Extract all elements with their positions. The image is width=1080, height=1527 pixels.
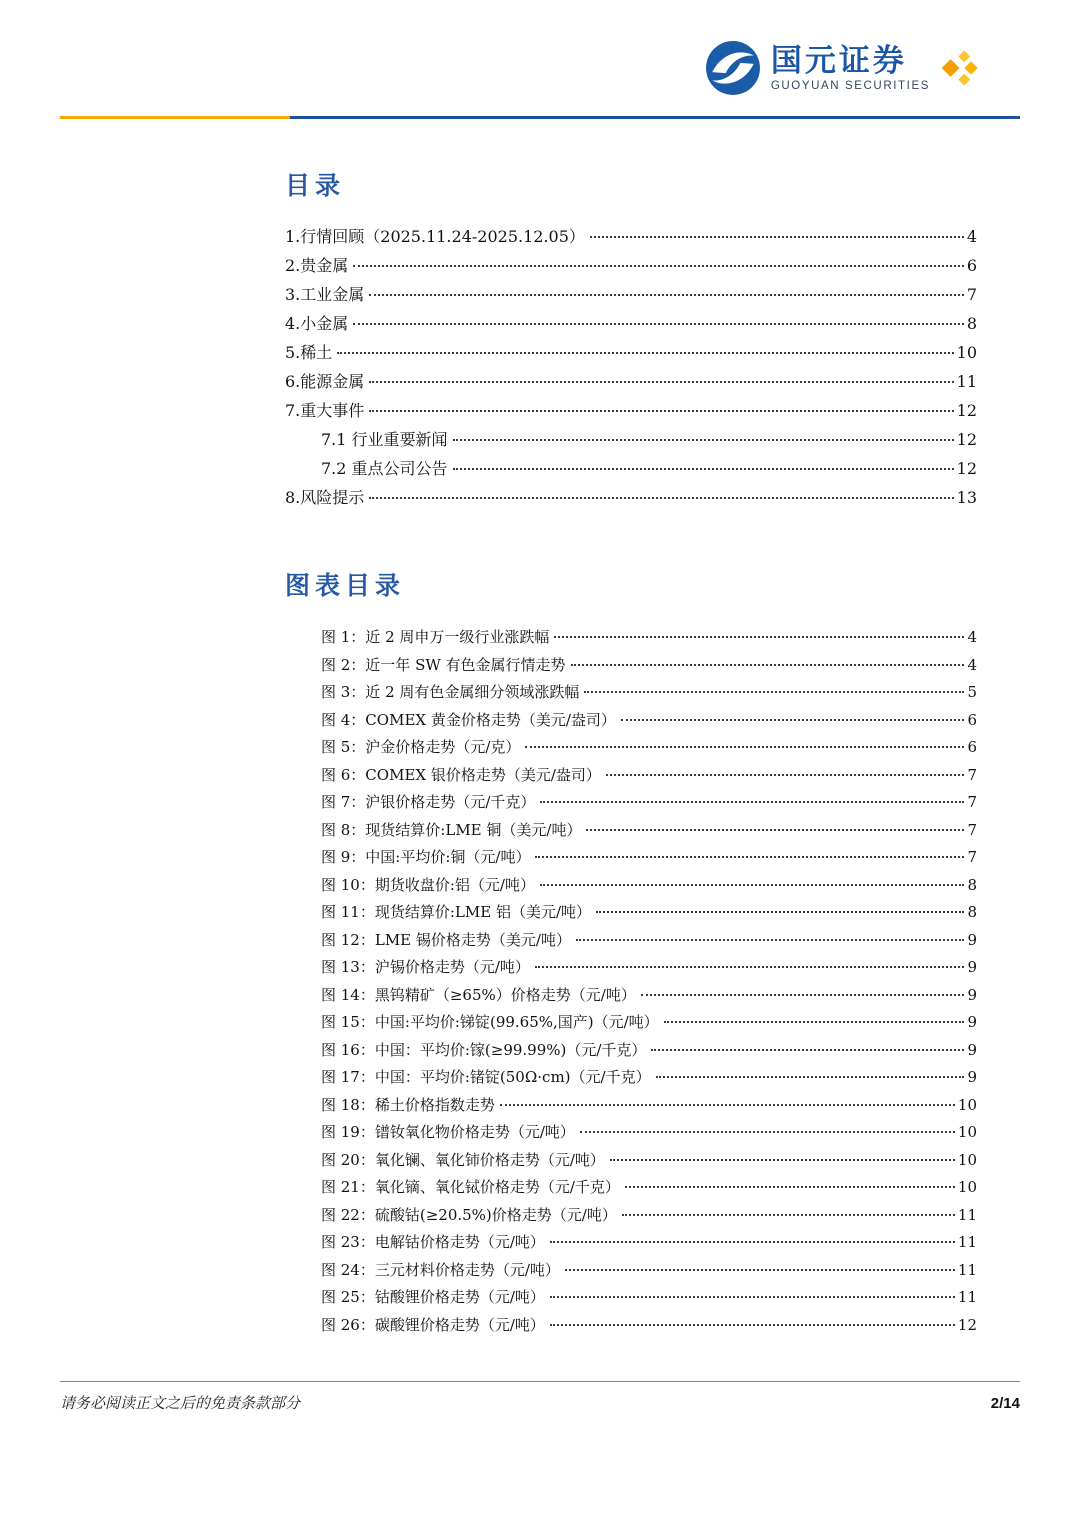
figure-entry[interactable] xyxy=(285,762,977,790)
toc-entry-label: 5.稀土 xyxy=(285,343,333,362)
figure-entry[interactable] xyxy=(285,1037,977,1065)
figure-entry[interactable] xyxy=(285,1064,977,1092)
toc-entry-page: 6 xyxy=(966,256,977,275)
figure-entry[interactable] xyxy=(285,844,977,872)
figure-entry-label: 图 23：电解钴价格走势（元/吨） xyxy=(321,1233,545,1251)
toc-dot-leader xyxy=(590,236,964,238)
figure-entry[interactable] xyxy=(285,1257,977,1285)
figure-dot-leader xyxy=(500,1104,955,1106)
toc-entry[interactable] xyxy=(285,367,977,396)
figure-entry-page: 7 xyxy=(967,793,977,811)
figure-entry-page: 9 xyxy=(967,1068,977,1086)
figure-entry[interactable] xyxy=(285,1202,977,1230)
figure-entry-page: 7 xyxy=(967,765,977,784)
figure-dot-leader xyxy=(622,1214,955,1216)
figure-dot-leader xyxy=(571,664,965,666)
toc-entry-label: 7.2 重点公司公告 xyxy=(321,459,448,478)
toc-entry-label: 4.小金属 xyxy=(285,314,349,333)
figure-dot-leader xyxy=(586,829,964,831)
figure-entry-label: 图 18：稀土价格指数走势 xyxy=(321,1095,495,1114)
figure-entry-label: 图 17：中国：平均价:锗锭(50Ω·cm)（元/千克） xyxy=(321,1068,651,1086)
figure-entry[interactable] xyxy=(285,707,977,735)
figure-entry[interactable] xyxy=(285,872,977,900)
toc-entry-label: 1.行情回顾（2025.11.24-2025.12.05） xyxy=(285,227,585,246)
toc-entry-page: 12 xyxy=(956,430,977,449)
toc-entry[interactable] xyxy=(285,454,977,483)
figure-entry-label: 图 19：镨钕氧化物价格走势（元/吨） xyxy=(321,1123,575,1141)
header-divider-orange-segment xyxy=(60,116,290,119)
figure-entry-page: 10 xyxy=(957,1123,977,1141)
toc-dot-leader xyxy=(369,410,953,412)
figure-entry-page: 9 xyxy=(967,958,977,976)
figure-entry-label: 图 14：黑钨精矿（≥65%）价格走势（元/吨） xyxy=(321,985,636,1004)
figure-entry-label: 图 25：钴酸锂价格走势（元/吨） xyxy=(321,1288,545,1306)
toc-entry[interactable] xyxy=(285,222,977,251)
figure-dot-leader xyxy=(606,774,965,776)
figure-entry-page: 9 xyxy=(967,985,977,1004)
figure-dot-leader xyxy=(576,939,965,941)
figure-entry-page: 7 xyxy=(967,848,977,866)
figure-entry-label: 图 15：中国:平均价:锑锭(99.65%,国产)（元/吨） xyxy=(321,1013,659,1031)
toc-dot-leader xyxy=(369,294,964,296)
toc-dot-leader xyxy=(369,497,953,499)
figure-entry[interactable] xyxy=(285,1174,977,1202)
toc-entry[interactable] xyxy=(285,338,977,367)
figure-entry[interactable] xyxy=(285,679,977,707)
figure-dot-leader xyxy=(584,691,964,693)
toc-dot-leader xyxy=(353,323,964,325)
figure-dot-leader xyxy=(525,746,964,748)
figure-dot-leader xyxy=(610,1159,955,1161)
figure-entry[interactable] xyxy=(285,982,977,1010)
figure-entry[interactable] xyxy=(285,789,977,817)
figure-entry-label: 图 26：碳酸锂价格走势（元/吨） xyxy=(321,1315,545,1334)
figure-entry-label: 图 5：沪金价格走势（元/克） xyxy=(321,738,521,756)
figure-entry-label: 图 12：LME 锡价格走势（美元/吨） xyxy=(321,930,571,949)
figure-dot-leader xyxy=(580,1131,955,1133)
footer-page-number: 2/14 xyxy=(990,1395,1020,1412)
figure-entry-label: 图 2：近一年 SW 有色金属行情走势 xyxy=(321,655,566,674)
figure-entry-page: 10 xyxy=(957,1095,977,1114)
toc-entry[interactable] xyxy=(285,425,977,454)
figure-entry-label: 图 20：氧化镧、氧化铈价格走势（元/吨） xyxy=(321,1150,605,1169)
figure-dot-leader xyxy=(535,966,965,968)
figures-list xyxy=(285,624,977,1339)
toc-list xyxy=(285,222,977,512)
figure-dot-leader xyxy=(550,1241,955,1243)
figure-entry-page: 11 xyxy=(957,1288,977,1306)
toc-entry-page: 8 xyxy=(966,314,977,333)
figure-dot-leader xyxy=(540,801,964,803)
figure-dot-leader xyxy=(554,636,964,638)
figure-entry-label: 图 4：COMEX 黄金价格走势（美元/盎司） xyxy=(321,710,616,729)
figure-entry-page: 9 xyxy=(967,930,977,949)
figure-dot-leader xyxy=(550,1324,955,1326)
figure-dot-leader xyxy=(565,1269,955,1271)
figure-entry-page: 10 xyxy=(957,1178,977,1196)
figure-entry-label: 图 1：近 2 周申万一级行业涨跌幅 xyxy=(321,628,550,646)
header-divider-blue-segment xyxy=(290,116,1020,119)
toc-dot-leader xyxy=(353,265,964,267)
toc-entry-page: 12 xyxy=(956,401,977,420)
brand-name-chinese: 国元证券 xyxy=(770,42,907,79)
brand-name-english: GUOYUAN SECURITIES xyxy=(770,80,930,93)
figure-dot-leader xyxy=(625,1186,955,1188)
figure-entry[interactable] xyxy=(285,652,977,680)
toc-entry-label: 7.1 行业重要新闻 xyxy=(321,430,448,449)
toc-entry[interactable] xyxy=(285,280,977,309)
brand-arrow-icon xyxy=(938,47,980,89)
toc-dot-leader xyxy=(453,439,954,441)
figure-entry-page: 5 xyxy=(967,683,977,701)
figure-entry-label: 图 6：COMEX 银价格走势（美元/盎司） xyxy=(321,765,601,784)
toc-entry-label: 2.贵金属 xyxy=(285,256,349,275)
toc-entry-label: 8.风险提示 xyxy=(285,488,365,507)
figure-entry[interactable] xyxy=(285,817,977,845)
figure-entry-label: 图 7：沪银价格走势（元/千克） xyxy=(321,793,536,811)
toc-entry-page: 13 xyxy=(956,488,977,507)
figure-dot-leader xyxy=(664,1021,965,1023)
footer xyxy=(60,1392,1020,1413)
figure-entry-page: 4 xyxy=(967,655,977,674)
figure-entry-label: 图 11：现货结算价:LME 铝（美元/吨） xyxy=(321,903,592,921)
toc-entry[interactable] xyxy=(285,251,977,280)
toc-entry-page: 12 xyxy=(956,459,977,478)
figure-entry-label: 图 13：沪锡价格走势（元/吨） xyxy=(321,958,530,976)
toc-entry[interactable] xyxy=(285,483,977,512)
toc-entry[interactable] xyxy=(285,396,977,425)
figure-entry[interactable] xyxy=(285,624,977,652)
figure-dot-leader xyxy=(550,1296,955,1298)
figure-entry[interactable] xyxy=(285,927,977,955)
toc-dot-leader xyxy=(337,352,953,354)
brand-text xyxy=(771,44,930,92)
figure-dot-leader xyxy=(641,994,965,996)
guoyuan-logo-icon xyxy=(705,40,761,96)
figure-entry-label: 图 16：中国：平均价:镓(≥99.99%)（元/千克） xyxy=(321,1040,647,1059)
footer-divider xyxy=(60,1381,1020,1382)
figure-entry-label: 图 22：硫酸钴(≥20.5%)价格走势（元/吨） xyxy=(321,1205,617,1224)
toc-dot-leader xyxy=(369,381,953,383)
figure-entry[interactable] xyxy=(285,1147,977,1175)
figure-entry[interactable] xyxy=(285,1119,977,1147)
figure-entry[interactable] xyxy=(285,1009,977,1037)
figure-entry-page: 4 xyxy=(967,628,977,646)
figure-dot-leader xyxy=(656,1076,965,1078)
figure-entry-page: 6 xyxy=(967,710,977,729)
figure-entry[interactable] xyxy=(285,899,977,927)
figure-entry-page: 12 xyxy=(957,1315,977,1334)
figure-entry[interactable] xyxy=(285,1229,977,1257)
figure-entry-page: 11 xyxy=(957,1205,977,1224)
header-logo xyxy=(705,40,980,96)
figure-entry-page: 7 xyxy=(967,820,977,839)
figure-dot-leader xyxy=(540,884,964,886)
toc-dot-leader xyxy=(453,468,954,470)
toc-title: 目录 xyxy=(285,171,346,200)
figure-entry-label: 图 21：氧化镝、氧化铽价格走势（元/千克） xyxy=(321,1178,620,1196)
footer-disclaimer: 请务必阅读正文之后的免责条款部分 xyxy=(60,1394,301,1412)
figure-entry-page: 11 xyxy=(957,1233,977,1251)
toc-entry[interactable] xyxy=(285,309,977,338)
figure-dot-leader xyxy=(535,856,964,858)
table-of-contents-section xyxy=(285,166,977,1339)
figure-entry-page: 9 xyxy=(967,1013,977,1031)
figure-dot-leader xyxy=(621,719,965,721)
toc-entry-label: 6.能源金属 xyxy=(285,372,365,391)
header-divider xyxy=(60,116,1020,119)
figure-entry[interactable] xyxy=(285,954,977,982)
toc-entry-label: 7.重大事件 xyxy=(285,401,365,420)
toc-entry-page: 4 xyxy=(966,227,977,246)
figure-entry-label: 图 9：中国:平均价:铜（元/吨） xyxy=(321,848,531,866)
toc-entry-page: 10 xyxy=(956,343,977,362)
figure-entry-page: 8 xyxy=(967,903,977,921)
figure-entry[interactable] xyxy=(285,1092,977,1120)
figure-entry-label: 图 8：现货结算价:LME 铜（美元/吨） xyxy=(321,820,582,839)
toc-entry-page: 7 xyxy=(966,285,977,304)
figures-title: 图表目录 xyxy=(285,571,406,600)
figure-dot-leader xyxy=(596,911,964,913)
figure-entry-page: 11 xyxy=(957,1260,977,1279)
figure-entry[interactable] xyxy=(285,734,977,762)
figure-entry[interactable] xyxy=(285,1312,977,1340)
toc-entry-label: 3.工业金属 xyxy=(285,285,365,304)
figure-entry-label: 图 3：近 2 周有色金属细分领域涨跌幅 xyxy=(321,683,580,701)
figure-dot-leader xyxy=(651,1049,964,1051)
figure-entry-label: 图 10：期货收盘价:铝（元/吨） xyxy=(321,875,535,894)
figure-entry-page: 6 xyxy=(967,738,977,756)
figure-entry-label: 图 24：三元材料价格走势（元/吨） xyxy=(321,1260,560,1279)
figure-entry-page: 10 xyxy=(957,1150,977,1169)
toc-entry-page: 11 xyxy=(956,372,977,391)
figure-entry[interactable] xyxy=(285,1284,977,1312)
figure-entry-page: 9 xyxy=(967,1040,977,1059)
figure-entry-page: 8 xyxy=(967,875,977,894)
